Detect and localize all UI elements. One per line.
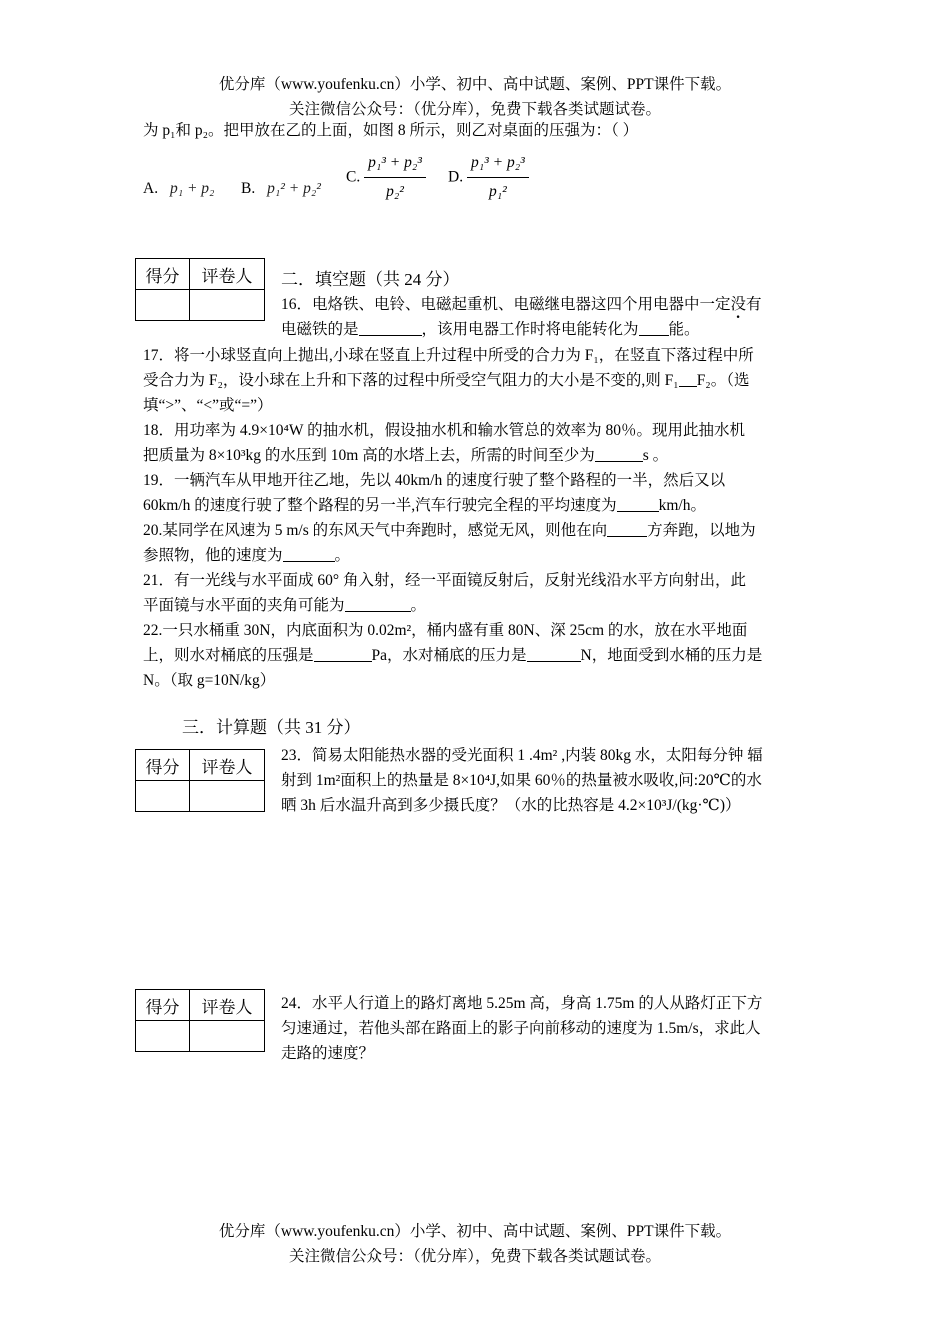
q16-emphasis: 没有 [730,296,762,313]
q16-line-1 [281,292,807,317]
option-c-denominator: p₂² [386,183,404,200]
q20-text-1a: 20.某同学在风速为 5 m/s 的东风天气中奔跑时，感觉无风，则他在向 [143,522,608,539]
q24-line-1: 24．水平人行道上的路灯离地 5.25m 高，身高 1.75m 的人从路灯正下方 [281,995,763,1012]
q16-text: 16．电烙铁、电铃、电磁起重机、电磁继电器这四个用电器中一定 [281,296,731,313]
header-line-2: 关注微信公众号：（优分库），免费下载各类试题试卷。 [288,101,661,118]
q21-text-2a: 平面镜与水平面的夹角可能为 [143,597,345,614]
q15-option-b [241,178,321,200]
q24-line-3: 走路的速度？ [281,1045,375,1062]
q16-text-2: 电磁铁的是 [281,321,359,338]
section-3-title: 三．计算题（共 31 分） [182,718,361,737]
q20-blank-1[interactable] [607,520,647,537]
option-c-numerator: p₁³ + p₂³ [364,152,426,178]
q16-text-3: ，该用电器工作时将电能转化为 [421,321,639,338]
grader-cell[interactable] [190,1021,265,1052]
grader-label: 评卷人 [190,990,265,1021]
option-b-expr: p₁² + p₂² [267,180,321,197]
q21-line-2 [143,593,807,618]
score-cell[interactable] [136,781,190,812]
q21-text-2b: 。 [410,597,427,614]
q16-blank-2[interactable] [639,319,669,336]
q19-line-2 [143,493,807,518]
score-label: 得分 [136,750,190,781]
footer-line-1: 优分库（www.youfenku.cn）小学、初中、高中试题、案例、PPT课件下载。 [218,1223,732,1240]
q15-stem: 为 p₁和 p₂。把甲放在乙的上面，如图 8 所示，则乙对桌面的压强为：（ ） [143,122,639,139]
q18-text-2a: 把质量为 8×10³kg 的水压到 10m 高的水塔上去，所需的时间至少为 [143,447,595,464]
option-d-fraction [467,152,529,203]
q17-text-2b: F₂。（选 [696,372,750,389]
q22-line-2 [143,643,807,668]
q19-text-2a: 60km/h 的速度行驶了整个路程的另一半,汽车行驶完全程的平均速度为 [143,497,617,514]
q23-line-3: 晒 3h 后水温升高到多少摄氏度？（水的比热容是 4.2×10³J/(kg·℃)） [281,797,741,814]
grader-cell[interactable] [190,781,265,812]
q17-line-1: 17．将一小球竖直向上抛出,小球在竖直上升过程中所受的合力为 F₁，在竖直下落过程中所 [143,347,754,364]
q21-line-1: 21．有一光线与水平面成 60° 角入射，经一平面镜反射后，反射光线沿水平方向射出，此 [143,572,746,589]
q19-text-2b: km/h。 [658,497,706,514]
grader-cell[interactable] [190,290,265,321]
option-d-numerator: p₁³ + p₂³ [467,152,529,178]
option-c-fraction [364,152,426,203]
option-b-label: B. [241,180,256,197]
q22-text-2a: 上，则水对桶底的压强是 [143,647,314,664]
q24-line-2: 匀速通过，若他头部在路面上的影子向前移动的速度为 1.5m/s，求此人 [281,1020,761,1037]
q15-option-c [346,152,426,203]
q18-line-1: 18．用功率为 4.9×10⁴W 的抽水机，假设抽水机和输水管总的效率为 80％。现用此抽水机 [143,422,745,439]
q23-line-1: 23．简易太阳能热水器的受光面积 1 .4m² ,内装 80kg 水，太阳每分钟 辐 [281,747,763,764]
q17-line-3: 填“>”、“<”或“=”） [143,397,273,414]
score-cell[interactable] [136,290,190,321]
option-a-expr: p₁ + p₂ [169,180,215,197]
q15-option-a [143,178,214,200]
option-a-label: A. [143,180,159,197]
q20-line-1 [143,518,807,543]
score-cell[interactable] [136,1021,190,1052]
score-box-q23 [135,749,265,812]
score-box-q24 [135,989,265,1052]
score-label: 得分 [136,990,190,1021]
q19-blank[interactable] [617,495,659,512]
q20-text-2b: 。 [334,547,351,564]
option-c-label: C. [346,168,361,186]
q21-blank[interactable] [345,595,411,612]
option-d-denominator: p₁² [488,183,507,200]
header-line-1: 优分库（www.youfenku.cn）小学、初中、高中试题、案例、PPT课件下载。 [218,76,732,93]
score-box-section-2 [135,258,265,321]
footer-line-2: 关注微信公众号：（优分库），免费下载各类试题试卷。 [288,1248,661,1265]
q18-line-2 [143,443,807,468]
section-2-title: 二．填空题（共 24 分） [281,270,460,289]
score-label: 得分 [136,259,190,290]
q19-line-1: 19．一辆汽车从甲地开往乙地，先以 40km/h 的速度行驶了整个路程的一半，然后又以 [143,472,726,489]
q20-line-2 [143,543,807,568]
q20-text-2a: 参照物，他的速度为 [143,547,283,564]
q23-line-2: 射到 1m²面积上的热量是 8×10⁴J,如果 60％的热量被水吸收,问:20℃的水 [281,772,762,789]
q22-line-3: N。（取 g=10N/kg） [143,672,276,689]
q20-text-1b: 方奔跑，以地为 [647,522,756,539]
grader-label: 评卷人 [190,750,265,781]
q22-blank-1[interactable] [314,645,372,662]
q15-option-d [448,152,529,203]
q17-blank[interactable] [679,370,697,387]
option-d-label: D. [448,168,464,186]
q22-blank-2[interactable] [527,645,581,662]
q16-line-2 [281,317,807,342]
q17-text-2a: 受合力为 F₂，设小球在上升和下落的过程中所受空气阻力的大小是不变的,则 F₁ [143,372,679,389]
q18-text-2b: s 。 [642,447,669,464]
q16-blank-1[interactable] [359,319,422,336]
q17-line-2 [143,368,807,393]
q20-blank-2[interactable] [283,545,335,562]
grader-label: 评卷人 [190,259,265,290]
q22-line-1: 22.一只水桶重 30N，内底面积为 0.02m²，桶内盛有重 80N、深 25cm 的水，放在水平地面 [143,622,748,639]
q16-text-4: 能。 [668,321,700,338]
q22-text-2c: N，地面受到水桶的压力是 [580,647,763,664]
q18-blank[interactable] [595,445,643,462]
q22-text-2b: Pa，水对桶底的压力是 [371,647,527,664]
